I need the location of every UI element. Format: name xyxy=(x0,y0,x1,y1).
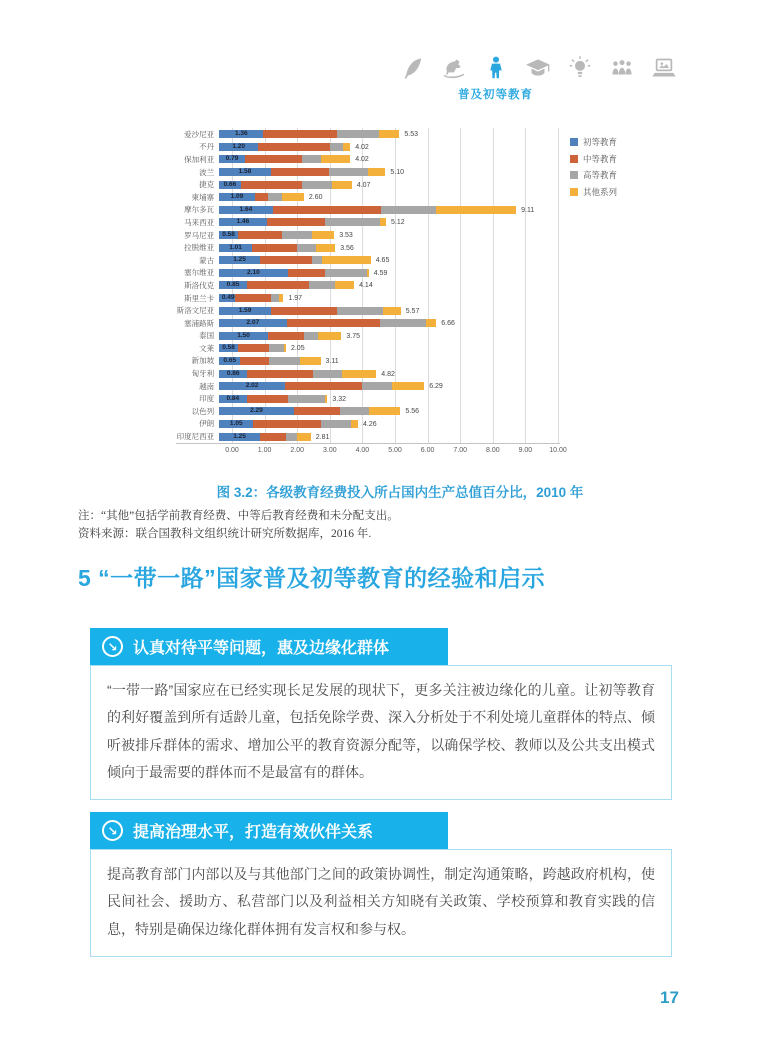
stacked-bar xyxy=(219,256,560,264)
country-label: 波兰 xyxy=(199,167,215,177)
total-value-label: 3.11 xyxy=(325,357,339,365)
bar-segment xyxy=(267,218,325,226)
chart-row xyxy=(176,367,560,380)
stacked-bar xyxy=(219,244,560,252)
bar-segment xyxy=(312,256,322,264)
primary-value-label: 1.01 xyxy=(229,243,242,251)
bar-segment xyxy=(238,344,269,352)
chart-row xyxy=(176,342,560,355)
bar-segment xyxy=(369,407,400,415)
legend-item xyxy=(570,169,617,181)
x-tick-label: 9.00 xyxy=(518,446,533,454)
bar-segment xyxy=(238,231,282,239)
arrow-down-right-icon: ↘ xyxy=(102,820,123,841)
chart-row xyxy=(176,216,560,229)
callout-governance-body: 提高教育部门内部以及与其他部门之间的政策协调性，制定沟通策略，跨越政府机构，使民间社会、援助方、私营部门以及利益相关方知晓有关政策、学校预算和教育实践的信息，特别是确保边缘化群体拥有发言权和参与权。 xyxy=(90,849,672,957)
chart-row xyxy=(176,304,560,317)
stacked-bar xyxy=(219,281,560,289)
primary-value-label: 1.59 xyxy=(238,306,252,314)
country-label: 摩尔多瓦 xyxy=(184,205,215,215)
total-value-label: 3.56 xyxy=(340,244,354,252)
bar-segment xyxy=(282,231,313,239)
chart-row xyxy=(176,279,560,292)
country-label: 越南 xyxy=(199,381,215,391)
callout-governance-title: 提高治理水平，打造有效伙伴关系 xyxy=(133,824,374,841)
graduation-cap-icon xyxy=(524,54,551,81)
primary-value-label: 0.65 xyxy=(223,356,237,364)
total-value-label: 9.11 xyxy=(521,206,535,214)
chart-row xyxy=(176,380,560,393)
legend-label: 初等教育 xyxy=(583,137,618,147)
stacked-bar xyxy=(219,420,560,428)
callout-governance-header xyxy=(90,812,448,849)
bar-segment xyxy=(337,307,382,315)
chart-title: 图 3.2：各级教育经费投入所占国内生产总值百分比，2010 年 xyxy=(216,485,584,500)
bar-segment xyxy=(316,244,335,252)
country-label: 伊朗 xyxy=(199,419,215,429)
total-value-label: 5.56 xyxy=(405,408,420,416)
country-label: 斯洛伐克 xyxy=(184,280,215,290)
primary-value-label: 2.07 xyxy=(246,319,260,327)
bar-segment xyxy=(241,181,302,189)
x-tick-label: 8.00 xyxy=(485,446,500,454)
primary-value-label: 1.25 xyxy=(233,256,246,264)
total-value-label: 2.05 xyxy=(290,345,305,353)
bar-segment xyxy=(337,130,378,138)
stacked-bar xyxy=(219,231,560,239)
bar-segment xyxy=(329,168,368,176)
bar-segment xyxy=(380,319,426,327)
stacked-bar xyxy=(219,206,560,214)
bar-segment xyxy=(351,420,358,428)
legend-label: 高等教育 xyxy=(583,170,618,180)
country-label: 斯里兰卡 xyxy=(184,293,215,303)
bar-segment xyxy=(288,269,325,277)
bar-segment xyxy=(268,332,304,340)
legend-item xyxy=(570,153,617,165)
total-value-label: 1.97 xyxy=(288,295,302,303)
chart-row xyxy=(176,128,560,141)
total-value-label: 2.60 xyxy=(308,194,323,202)
x-tick-label: 0.00 xyxy=(225,446,239,454)
callout-equity-body: “一带一路”国家应在已经实现长足发展的现状下，更多关注被边缘化的儿童。让初等教育的利好覆盖到所有适龄儿童，包括免除学费、深入分析处于不利处境儿童群体的特点、倾听被排斥群体的需求、增加公平的教育资源分配等，以确保学校、教师以及公共支出模式倾向于最需要的群体而不是最富有的群体。 xyxy=(90,665,672,800)
bar-segment xyxy=(321,155,350,163)
x-tick-label: 3.00 xyxy=(322,446,337,454)
chart-source-line: 资料来源：联合国教科文组织统计研究所数据库，2016 年. xyxy=(78,527,372,540)
stacked-bar xyxy=(219,168,560,176)
primary-value-label: 1.36 xyxy=(234,130,248,138)
bar-segment xyxy=(263,130,337,138)
stacked-bar xyxy=(219,370,560,378)
stacked-bar xyxy=(219,155,560,163)
stacked-bar xyxy=(219,269,560,277)
chart-row xyxy=(176,267,560,280)
stacked-bar xyxy=(219,382,560,390)
primary-value-label: 2.02 xyxy=(245,382,259,390)
country-label: 捷克 xyxy=(199,180,215,190)
chart-row xyxy=(176,430,560,443)
bar-segment xyxy=(279,294,283,302)
bar-segment xyxy=(268,193,283,201)
bar-segment xyxy=(318,332,341,340)
chart-row xyxy=(176,229,560,242)
total-value-label: 4.02 xyxy=(355,156,369,164)
chart-row xyxy=(176,204,560,217)
bar-segment xyxy=(282,193,304,201)
primary-value-label: 2.29 xyxy=(250,407,263,415)
bar-segment xyxy=(322,256,371,264)
x-tick-label: 1.00 xyxy=(257,446,272,454)
total-value-label: 4.82 xyxy=(381,370,395,378)
bar-segment xyxy=(304,332,319,340)
bar-segment xyxy=(260,256,312,264)
country-label: 新加坡 xyxy=(191,356,215,366)
bar-segment xyxy=(294,407,340,415)
country-label: 马来西亚 xyxy=(184,217,215,227)
arrow-down-right-icon: ↘ xyxy=(102,636,123,657)
total-value-label: 6.66 xyxy=(441,320,455,328)
bar-segment xyxy=(302,155,321,163)
x-tick-label: 2.00 xyxy=(290,446,304,454)
primary-value-label: 1.25 xyxy=(233,432,246,440)
bar-segment xyxy=(312,231,334,239)
bar-segment xyxy=(255,193,268,201)
country-label: 塞浦路斯 xyxy=(184,318,215,328)
stacked-bar xyxy=(219,130,560,138)
bar-segment xyxy=(325,218,380,226)
chart-row xyxy=(176,178,560,191)
bar-segment xyxy=(269,357,300,365)
stacked-bar xyxy=(219,357,560,365)
bar-segment xyxy=(260,433,286,441)
primary-value-label: 0.86 xyxy=(226,369,240,377)
stacked-bar xyxy=(219,294,560,302)
total-value-label: 5.12 xyxy=(391,219,405,227)
bar-segment xyxy=(436,206,516,214)
bar-segment xyxy=(284,344,286,352)
primary-value-label: 1.05 xyxy=(229,419,243,427)
total-value-label: 5.10 xyxy=(390,169,405,177)
chart-x-axis xyxy=(225,444,656,458)
legend-label: 中等教育 xyxy=(583,153,618,164)
child-icon xyxy=(458,54,533,101)
callout-equity-header xyxy=(90,628,448,665)
bar-segment xyxy=(245,155,302,163)
chart-notes xyxy=(78,508,638,544)
bar-segment xyxy=(297,433,310,441)
x-tick-label: 7.00 xyxy=(453,446,467,454)
stacked-bar xyxy=(219,193,560,201)
bar-segment xyxy=(253,420,320,428)
chart-row xyxy=(176,317,560,330)
country-label: 塞尔维亚 xyxy=(184,268,215,278)
chart-row xyxy=(176,141,560,154)
bar-segment xyxy=(330,143,343,151)
primary-value-label: 2.10 xyxy=(247,268,260,276)
feather-icon xyxy=(398,54,425,81)
callout-equity-title: 认真对待平等问题，惠及边缘化群体 xyxy=(133,640,390,657)
bar-segment xyxy=(343,143,350,151)
total-value-label: 2.81 xyxy=(315,433,330,441)
bar-segment xyxy=(332,181,352,189)
primary-value-label: 1.50 xyxy=(237,331,250,339)
bar-segment xyxy=(426,319,436,327)
country-label: 蒙古 xyxy=(199,255,215,265)
chart-row xyxy=(176,355,560,368)
bar-segment xyxy=(247,370,313,378)
bar-segment xyxy=(288,395,325,403)
legend-swatch xyxy=(570,138,578,146)
legend-swatch xyxy=(570,188,578,196)
stacked-bar xyxy=(219,407,560,415)
stacked-bar xyxy=(219,307,560,315)
bar-segment xyxy=(271,307,338,315)
bar-segment xyxy=(247,281,309,289)
legend-item xyxy=(570,136,617,148)
chart-legend xyxy=(570,136,617,202)
country-label: 印度 xyxy=(199,394,215,404)
bar-segment xyxy=(392,382,424,390)
primary-value-label: 1.46 xyxy=(236,218,250,226)
total-value-label: 4.26 xyxy=(363,420,377,428)
bar-segment xyxy=(368,168,385,176)
total-value-label: 5.53 xyxy=(404,131,419,139)
stacked-bar xyxy=(219,181,560,189)
total-value-label: 4.65 xyxy=(375,257,390,265)
stacked-bar xyxy=(219,218,560,226)
bar-segment xyxy=(271,294,279,302)
primary-value-label: 0.84 xyxy=(226,394,240,402)
bar-segment xyxy=(252,244,297,252)
chart-row xyxy=(176,166,560,179)
people-icon xyxy=(608,54,635,81)
country-label: 匈牙利 xyxy=(191,369,215,379)
callout-equity xyxy=(90,628,672,800)
bar-segment xyxy=(321,420,351,428)
x-tick-label: 6.00 xyxy=(420,446,435,454)
bar-segment xyxy=(302,181,332,189)
section-heading: 5 “一带一路”国家普及初等教育的经验和启示 xyxy=(78,565,546,591)
chart-row xyxy=(176,292,560,305)
primary-value-label: 1.58 xyxy=(238,168,252,176)
primary-value-label: 0.66 xyxy=(223,180,237,188)
chart-rows xyxy=(176,128,560,444)
legend-label: 其他系列 xyxy=(583,186,618,197)
bar-segment xyxy=(313,370,342,378)
bar-segment xyxy=(335,281,354,289)
country-label: 文莱 xyxy=(199,343,215,353)
country-label: 泰国 xyxy=(199,331,215,341)
page-number: 17 xyxy=(660,988,679,1007)
stacked-bar xyxy=(219,319,560,327)
bar-segment xyxy=(379,130,400,138)
total-value-label: 5.57 xyxy=(405,307,420,315)
header-caption: 普及初等教育 xyxy=(458,89,533,101)
total-value-label: 3.53 xyxy=(339,232,353,240)
chart-row xyxy=(176,330,560,343)
bar-segment xyxy=(362,382,392,390)
stacked-bar xyxy=(219,143,560,151)
bar-segment xyxy=(286,433,298,441)
bar-segment xyxy=(325,395,327,403)
chart-row xyxy=(176,191,560,204)
bar-segment xyxy=(340,407,369,415)
chart-row xyxy=(176,241,560,254)
bar-segment xyxy=(235,294,271,302)
primary-value-label: 1.20 xyxy=(232,142,246,150)
total-value-label: 4.14 xyxy=(359,282,373,290)
country-label: 柬埔寨 xyxy=(191,192,215,202)
bar-segment xyxy=(285,382,362,390)
bar-segment xyxy=(258,143,330,151)
x-tick-label: 5.00 xyxy=(388,446,402,454)
x-tick-label: 10.00 xyxy=(549,446,567,454)
chart-note-line: 注：“其他”包括学前教育经费、中等后教育经费和未分配支出。 xyxy=(78,510,399,522)
primary-value-label: 0.85 xyxy=(226,281,240,289)
bar-segment xyxy=(271,168,329,176)
country-label: 不丹 xyxy=(199,142,215,152)
bar-segment xyxy=(297,244,316,252)
stacked-bar xyxy=(219,344,560,352)
bar-segment xyxy=(273,206,382,214)
laptop-icon xyxy=(650,54,677,81)
bar-segment xyxy=(269,344,284,352)
chart-row xyxy=(176,418,560,431)
bar-segment xyxy=(309,281,335,289)
x-tick-label: 4.00 xyxy=(355,446,370,454)
bar-segment xyxy=(240,357,269,365)
primary-value-label: 0.58 xyxy=(222,231,235,239)
lightbulb-icon xyxy=(566,54,593,81)
header-icon-strip xyxy=(398,54,677,101)
country-label: 印度尼西亚 xyxy=(176,432,215,442)
chart-row xyxy=(176,153,560,166)
figure-chart xyxy=(176,128,656,458)
legend-swatch xyxy=(570,155,578,163)
bar-segment xyxy=(380,218,386,226)
total-value-label: 6.29 xyxy=(429,383,443,391)
total-value-label: 4.59 xyxy=(373,269,388,277)
total-value-label: 3.75 xyxy=(346,332,361,340)
bar-segment xyxy=(287,319,381,327)
total-value-label: 4.07 xyxy=(356,181,371,189)
primary-value-label: 0.58 xyxy=(222,344,235,352)
country-label: 拉脱维亚 xyxy=(184,243,215,253)
country-label: 爱沙尼亚 xyxy=(184,129,215,139)
stacked-bar xyxy=(219,395,560,403)
bar-segment xyxy=(342,370,376,378)
chart-row xyxy=(176,254,560,267)
country-label: 保加利亚 xyxy=(184,154,215,164)
primary-value-label: 0.49 xyxy=(221,294,235,302)
total-value-label: 4.02 xyxy=(355,143,369,151)
bar-segment xyxy=(383,307,401,315)
country-label: 以色列 xyxy=(191,406,215,416)
callout-governance xyxy=(90,812,672,957)
bar-segment xyxy=(300,357,321,365)
country-label: 罗马尼亚 xyxy=(184,230,215,240)
chart-row xyxy=(176,405,560,418)
country-label: 斯洛文尼亚 xyxy=(176,306,215,316)
rocking-horse-icon xyxy=(440,54,467,81)
legend-item xyxy=(570,186,617,198)
bar-segment xyxy=(247,395,288,403)
primary-value-label: 1.64 xyxy=(239,205,253,213)
bar-segment xyxy=(381,206,435,214)
primary-value-label: 0.79 xyxy=(225,155,239,163)
bar-segment xyxy=(367,269,369,277)
stacked-bar xyxy=(219,433,560,441)
primary-value-label: 1.09 xyxy=(230,193,244,201)
legend-swatch xyxy=(570,171,578,179)
stacked-bar xyxy=(219,332,560,340)
total-value-label: 3.32 xyxy=(332,395,346,403)
bar-segment xyxy=(325,269,367,277)
chart-row xyxy=(176,392,560,405)
